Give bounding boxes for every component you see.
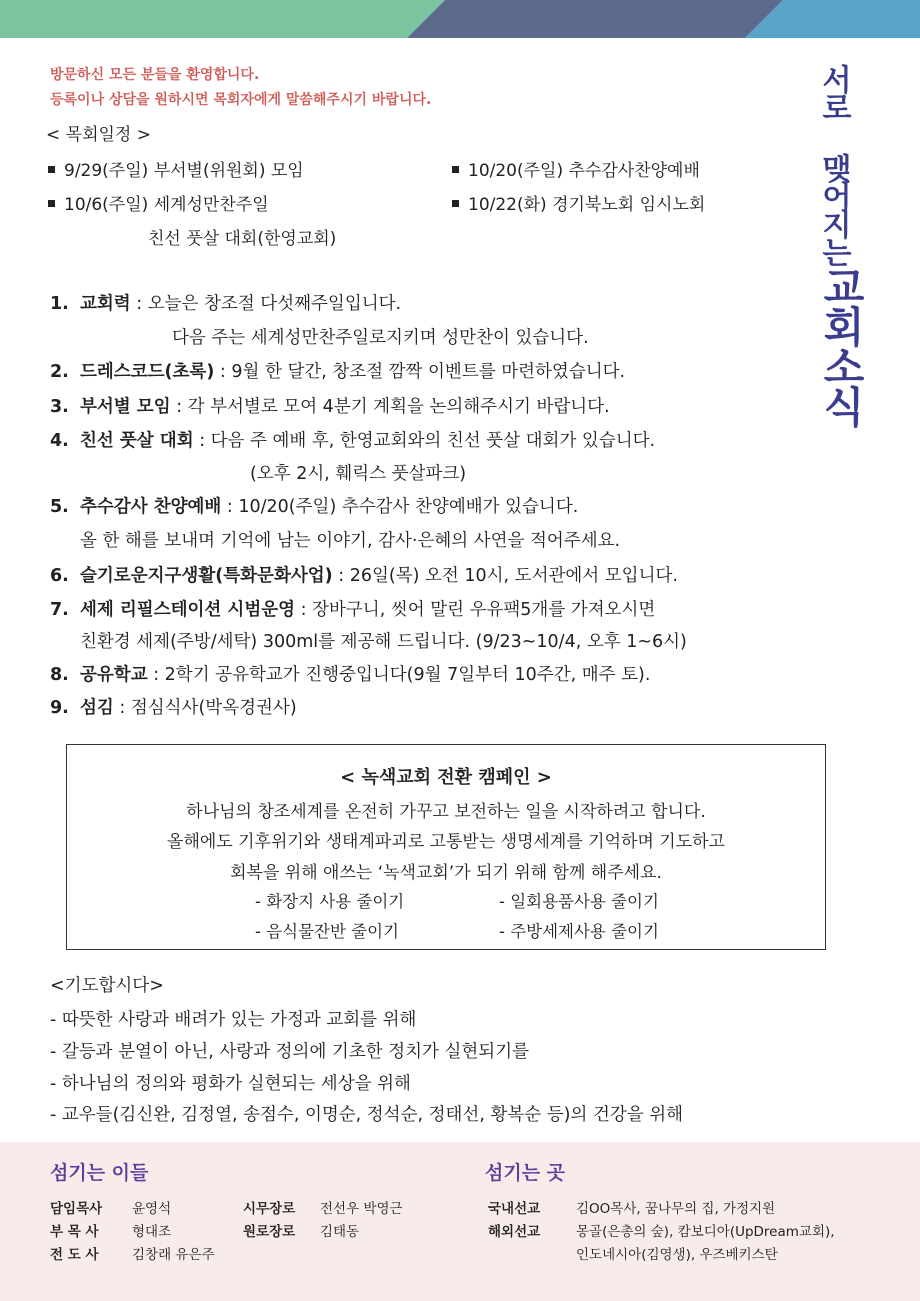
news-item: 6. 슬기로운지구생활(특화문화사업) : 26일(목) 오전 10시, 도서관에서 모입니다.: [50, 566, 678, 586]
campaign-line: 올해에도 기후위기와 생태계파괴로 고통받는 생명세계를 기억하며 기도하고: [167, 832, 725, 852]
registration-notice: 등록이나 상담을 원하시면 목회자에게 말씀해주시기 바랍니다.: [50, 92, 432, 108]
bullet-icon: [452, 166, 459, 173]
green-church-campaign-box: [66, 744, 826, 950]
campaign-line: 회복을 위해 애쓰는 ‘녹색교회’가 되기 위해 함께 해주세요.: [230, 863, 662, 883]
prayer-item: - 교우들(김신완, 김정열, 송점수, 이명순, 정석순, 정태선, 황복순 등)의 건강을 위해: [50, 1105, 684, 1125]
server-name: 전선우 박영근: [320, 1201, 403, 1217]
server-role: 전 도 사: [50, 1247, 99, 1263]
campaign-action: - 음식물잔반 줄이기: [255, 922, 399, 941]
campaign-action: - 일회용품사용 줄이기: [499, 892, 659, 911]
bullet-icon: [48, 166, 55, 173]
server-name: 김태동: [320, 1224, 360, 1240]
servers-heading: 섬기는 이들: [50, 1162, 149, 1184]
welcome-notice: 방문하신 모든 분들을 환영합니다.: [50, 67, 260, 83]
vertical-title-big: 교회소식: [817, 265, 866, 425]
prayer-item: - 하나님의 정의와 평화가 실현되는 세상을 위해: [50, 1074, 411, 1094]
campaign-line: 하나님의 창조세계를 온전히 가꾸고 보전하는 일을 시작하려고 합니다.: [186, 802, 706, 822]
schedule-item: 9/29(주일) 부서별(위원회) 모임: [48, 156, 304, 181]
place-role: 국내선교: [488, 1201, 541, 1217]
news-item-continuation: 친환경 세제(주방/세탁) 300ml를 제공해 드립니다. (9/23~10/4, 오후 1~6시): [80, 632, 687, 652]
news-item: 8. 공유학교 : 2학기 공유학교가 진행중입니다(9월 7일부터 10주간, 매주 토).: [50, 665, 651, 685]
campaign-title: < 녹색교회 전환 캠페인 >: [340, 767, 552, 788]
news-item: 7. 세제 리필스테이션 시범운영 : 장바구니, 씻어 말린 우유팩5개를 가져오시면: [50, 600, 656, 620]
news-item: 2. 드레스코드(초록) : 9월 한 달간, 창조절 깜짝 이벤트를 마련하였습니다.: [50, 362, 626, 382]
server-role: 시무장로: [243, 1201, 296, 1217]
bullet-icon: [452, 200, 459, 207]
campaign-action: - 주방세제사용 줄이기: [499, 922, 659, 941]
vertical-page-title: [818, 64, 888, 424]
news-item: 5. 추수감사 찬양예배 : 10/20(주일) 추수감사 찬양예배가 있습니다.: [50, 497, 579, 517]
news-item-continuation: 올 한 해를 보내며 기억에 남는 이야기, 감사·은혜의 사연을 적어주세요.: [80, 531, 621, 551]
schedule-item: 10/6(주일) 세계성만찬주일: [48, 190, 269, 215]
footer: [0, 1142, 920, 1301]
place-detail: 인도네시아(김영생), 우즈베키스탄: [576, 1247, 778, 1263]
prayer-item: - 갈등과 분열이 아닌, 사랑과 정의에 기초한 정치가 실현되기를: [50, 1042, 530, 1062]
server-name: 김창래 유은주: [132, 1247, 215, 1263]
news-item: 4. 친선 풋살 대회 : 다음 주 예배 후, 한영교회와의 친선 풋살 대회가 있습니다.: [50, 431, 656, 451]
campaign-action: - 화장지 사용 줄이기: [255, 892, 405, 911]
prayer-item: - 따뜻한 사랑과 배려가 있는 가정과 교회를 위해: [50, 1010, 417, 1030]
news-item-continuation: (오후 2시, 훼릭스 풋살파크): [250, 464, 467, 484]
news-item: 1. 교회력 : 오늘은 창조절 다섯째주일입니다.: [50, 294, 402, 314]
places-heading: 섬기는 곳: [485, 1162, 566, 1184]
schedule-item-continuation: 친선 풋살 대회(한영교회): [148, 229, 337, 249]
server-role: 원로장로: [243, 1224, 296, 1240]
news-item: 3. 부서별 모임 : 각 부서별로 모여 4분기 계획을 논의해주시기 바랍니다.: [50, 397, 610, 417]
bullet-icon: [48, 200, 55, 207]
schedule-heading: < 목회일정 >: [46, 125, 151, 145]
vertical-title-small: 서로 맺어지는: [816, 64, 851, 265]
place-role: 해외선교: [488, 1224, 541, 1240]
server-name: 형대조: [132, 1224, 172, 1240]
prayer-heading: <기도합시다>: [50, 976, 164, 996]
server-name: 윤영석: [132, 1201, 172, 1217]
server-role: 담임목사: [50, 1201, 103, 1217]
place-detail: 김OO목사, 꿈나무의 집, 가정지원: [576, 1201, 776, 1217]
schedule-item: 10/22(화) 경기북노회 임시노회: [452, 190, 705, 215]
server-role: 부 목 사: [50, 1224, 99, 1240]
news-item-continuation: 다음 주는 세계성만찬주일로지키며 성만찬이 있습니다.: [172, 328, 589, 348]
schedule-item: 10/20(주일) 추수감사찬양예배: [452, 156, 700, 181]
place-detail: 몽골(은총의 숲), 캄보디아(UpDream교회),: [576, 1224, 835, 1240]
news-item: 9. 섬김 : 점심식사(박옥경권사): [50, 698, 297, 718]
top-decorative-band: [0, 0, 920, 38]
